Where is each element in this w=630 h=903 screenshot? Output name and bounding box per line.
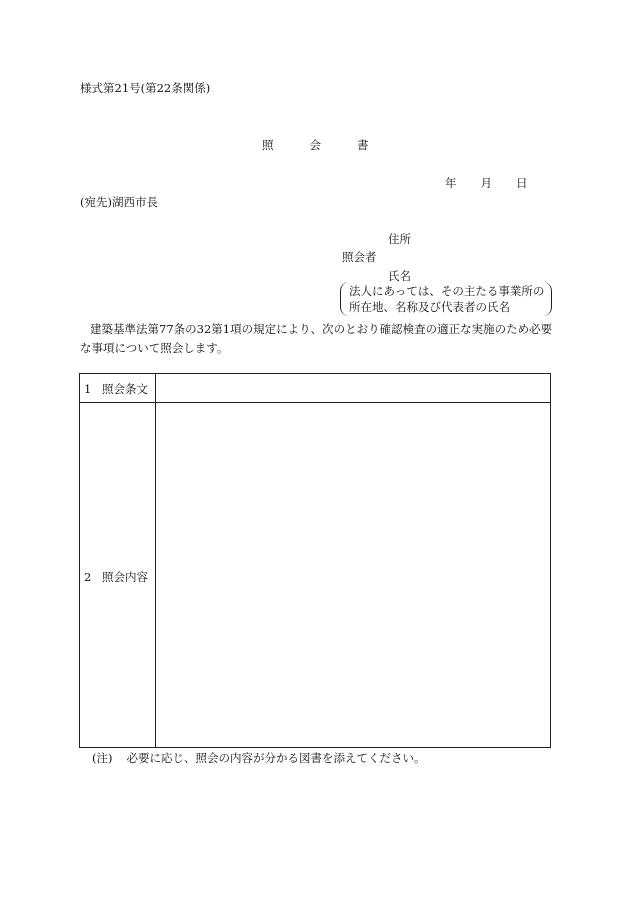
row-label-text: 照会条文: [102, 382, 148, 396]
address-label: 住所: [388, 232, 411, 246]
footnote-label: (注): [92, 751, 113, 765]
inquiry-table: [79, 373, 551, 748]
row-label-inquiry-article: [84, 381, 148, 397]
footnote-text: 必要に応じ、照会の内容が分かる図書を添えてください。: [126, 751, 426, 765]
row-label-text: 照会内容: [102, 570, 148, 584]
title-char-3: 書: [357, 138, 369, 152]
date-day: 日: [516, 176, 528, 190]
title-char-1: 照: [262, 138, 274, 152]
corporate-note: [340, 282, 552, 316]
addressee: (宛先)湖西市長: [80, 195, 158, 209]
footnote: [92, 750, 425, 766]
row-number: 2: [84, 570, 92, 584]
title-char-2: 会: [309, 138, 321, 152]
row-number: 1: [84, 382, 92, 396]
inquirer-label: 照会者: [342, 250, 377, 264]
row-label-inquiry-content: [84, 569, 148, 585]
corporate-note-line-1: 法人にあっては、その主たる事業所の: [349, 284, 545, 298]
document-title: [262, 137, 369, 153]
date-line: [445, 175, 528, 191]
form-number: 様式第21号(第22条関係): [80, 81, 211, 95]
body-line-2: な事項について照会します。: [80, 341, 229, 355]
body-text: [80, 320, 560, 358]
name-label: 氏名: [388, 269, 411, 283]
table-column-divider: [155, 374, 156, 747]
corporate-note-line-2: 所在地、名称及び代表者の氏名: [349, 300, 510, 314]
table-row-divider: [80, 402, 550, 403]
date-month: 月: [480, 176, 492, 190]
body-line-1: 建築基準法第77条の32第1項の規定により、次のとおり確認検査の適正な実施のため必要: [90, 322, 553, 336]
date-year: 年: [445, 176, 457, 190]
